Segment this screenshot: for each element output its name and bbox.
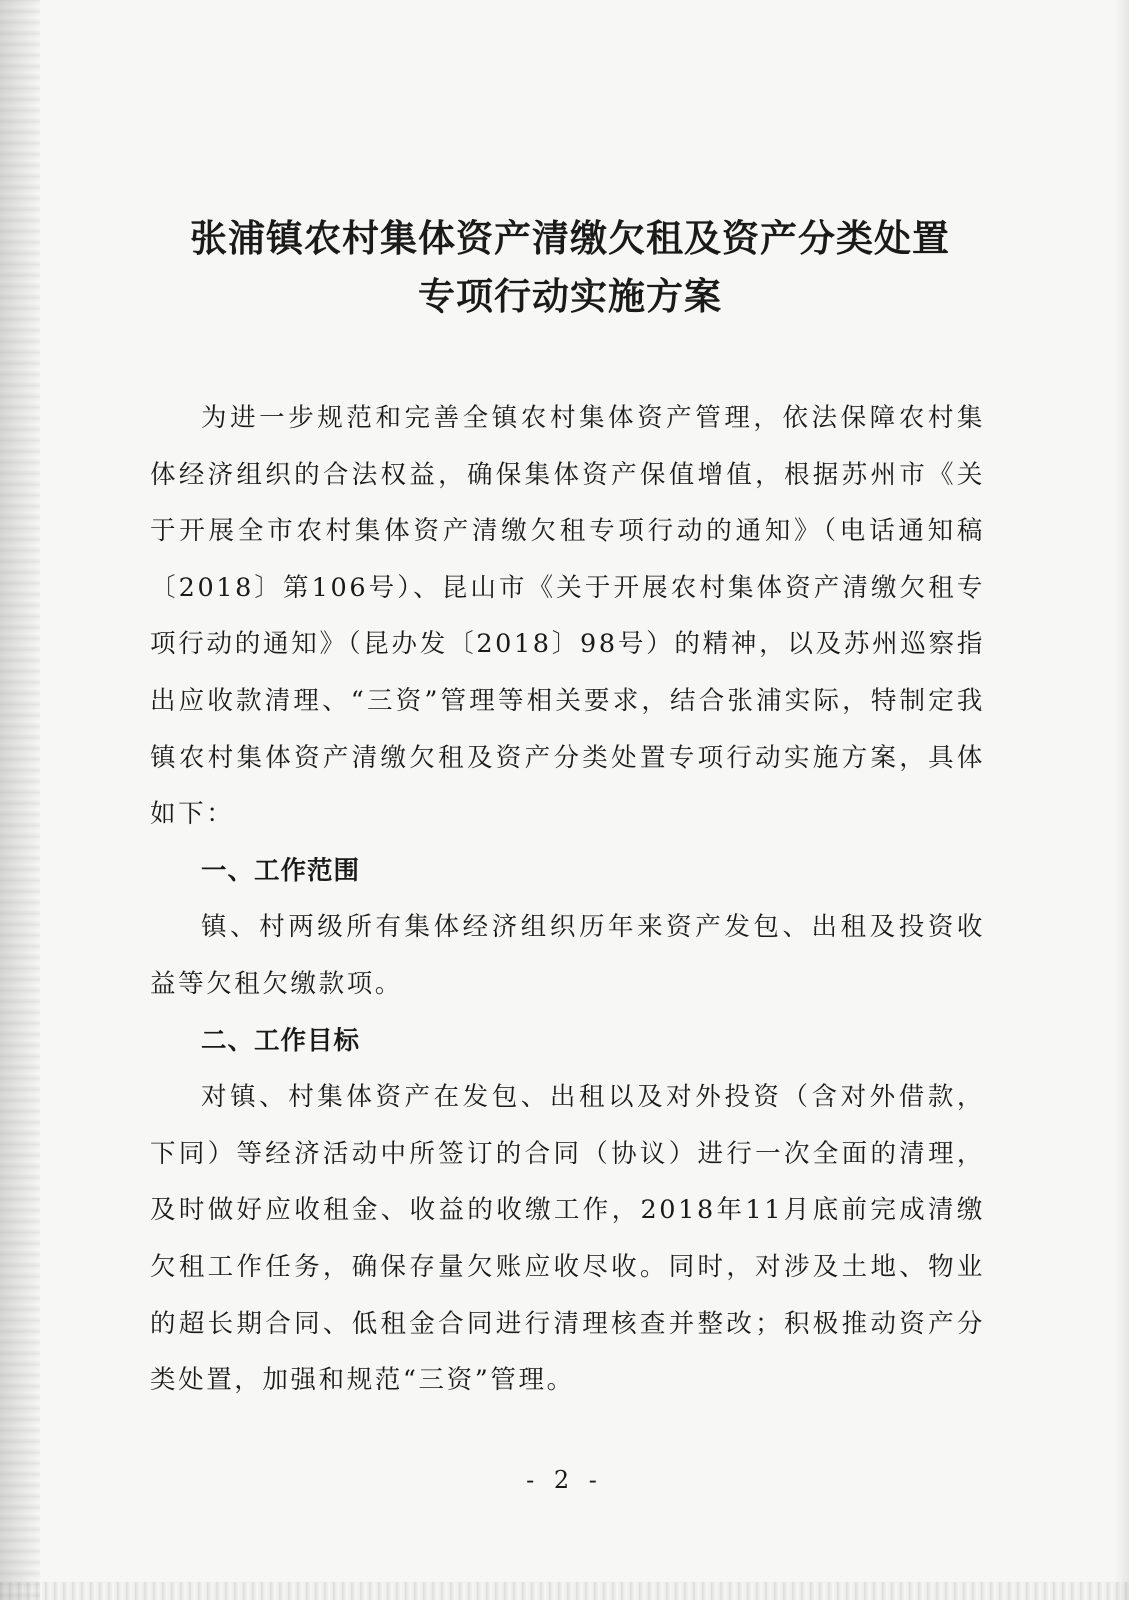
page-number: - 2 - bbox=[526, 1466, 603, 1494]
document-body bbox=[150, 390, 985, 1409]
scan-edge-bottom bbox=[0, 1582, 1129, 1600]
document-title bbox=[150, 210, 990, 326]
section-heading-scope: 一、工作范围 bbox=[201, 855, 361, 886]
section-heading-goals: 二、工作目标 bbox=[201, 1025, 361, 1056]
section-text-scope: 镇、村两级所有集体经济组织历年来资产发包、出租及投资收益等欠租欠缴款项。 bbox=[150, 912, 985, 999]
title-line-2: 专项行动实施方案 bbox=[418, 275, 722, 318]
scan-edge-right bbox=[1115, 0, 1129, 1600]
title-line-1: 张浦镇农村集体资产清缴欠租及资产分类处置 bbox=[190, 217, 950, 260]
intro-paragraph: 为进一步规范和完善全镇农村集体资产管理，依法保障农村集体经济组织的合法权益，确保集体资产保值增值，根据苏州市《关于开展全市农村集体资产清缴欠租专项行动的通知》（电话通知稿〔2018〕第106号）、昆山市《关于开展农村集体资产清缴欠租专项行动的通知》（昆办发〔2018〕98号）的精神，以及苏州巡察指出应收款清理、“三资”管理等相关要求，结合张浦实际，特制定我镇农村集体资产清缴欠租及资产分类处置专项行动实施方案，具体如下： bbox=[150, 403, 985, 830]
scan-edge-left bbox=[0, 0, 40, 1600]
section-text-goals: 对镇、村集体资产在发包、出租以及对外投资（含对外借款，下同）等经济活动中所签订的合同（协议）进行一次全面的清理，及时做好应收租金、收益的收缴工作，2018年11月底前完成清缴欠租工作任务，确保存量欠账应收尽收。同时，对涉及土地、物业的超长期合同、低租金合同进行清理核查并整改；积极推动资产分类处置，加强和规范“三资”管理。 bbox=[150, 1082, 985, 1396]
